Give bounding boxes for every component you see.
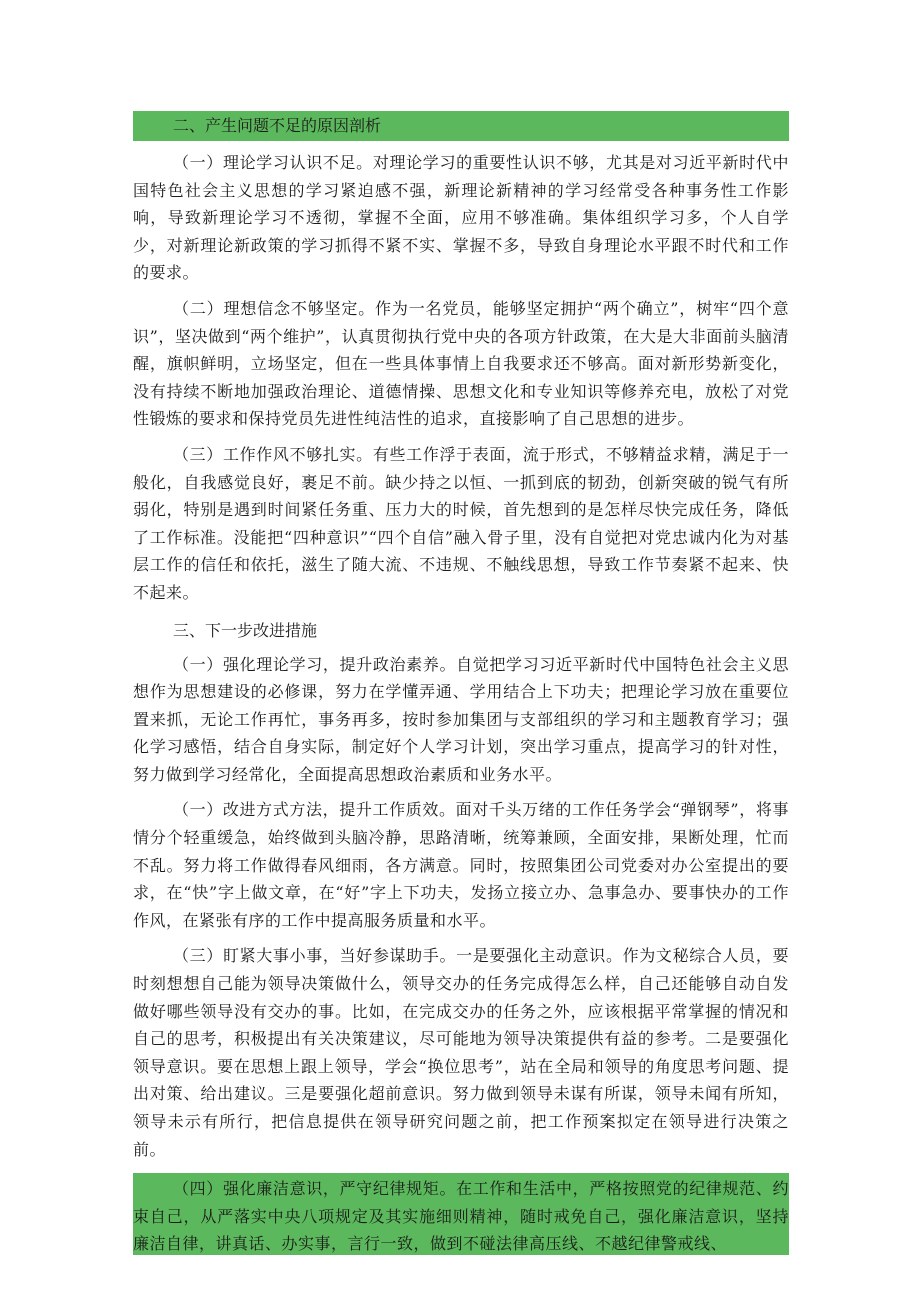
paragraph-improve-methods: （一）改进方式方法，提升工作质效。面对千头万绪的工作任务学会“弹钢琴”，将事情分个轻重缓急，始终做到头脑冷静，思路清晰，统筹兼顾，全面安排，果断处理，忙而不乱。努力将工作做得春风细雨，各方满意。同时，按照集团公司党委对办公室提出的要求，在“快”字上做文章，在“好”字上下功夫，发扬立接立办、急事急办、要事快办的工作作风，在紧张有序的工作中提高服务质量和水平。	[133, 800, 789, 930]
paragraph-ideals-beliefs: （二）理想信念不够坚定。作为一名党员，能够坚定拥护“两个确立”，树牢“四个意识”，坚决做到“两个维护”，认真贯彻执行党中央的各项方针政策，在大是大非面前头脑清醒，旗帜鲜明，立场坚定，但在一些具体事情上自我要求还不够高。面对新形势新变化，没有持续不断地加强政治理论、道德情操、思想文化和专业知识等修养充电，放松了对党性锻炼的要求和保持党员先进性纯洁性的追求，直接影响了自己思想的进步。	[133, 298, 789, 429]
paragraph-strengthen-theory: （一）强化理论学习，提升政治素养。自觉把学习习近平新时代中国特色社会主义思想作为思想建设的必修课，努力在学懂弄通、学用结合上下功夫；把理论学习放在重要位置来抓，无论工作再忙，事务再多，按时参加集团与支部组织的学习和主题教育学习；强化学习感悟，结合自身实际，制定好个人学习计划，突出学习重点，提高学习的针对性，努力做到学习经常化，全面提高思想政治素质和业务水平。	[133, 654, 789, 784]
section-heading-measures: 三、下一步改进措施	[173, 620, 318, 640]
paragraph-work-style: （三）工作作风不够扎实。有些工作浮于表面，流于形式，不够精益求精，满足于一般化，自我感觉良好，裹足不前。缺少持之以恒、一抓到底的韧劲，创新突破的锐气有所弱化，特别是遇到时间紧任务重、压力大的时候，首先想到的是怎样尽快完成任务，降低了工作标准。没能把“四种意识”“四个自信”融入骨子里，没有自觉把对党忠诚内化为对基层工作的信任和依托，滋生了随大流、不违规、不触线思想，导致工作节奏紧不起来、快不起来。	[133, 444, 789, 602]
document-body	[133, 111, 789, 1255]
paragraph-theory-study: （一）理论学习认识不足。对理论学习的重要性认识不够，尤其是对习近平新时代中国特色社会主义思想的学习紧迫感不强，新理论新精神的学习经常受各种事务性工作影响，导致新理论学习不透彻，掌握不全面，应用不够准确。集体组织学习多，个人自学少，对新理论新政策的学习抓得不紧不实、掌握不多，导致自身理论水平跟不时代和工作的要求。	[133, 153, 789, 283]
paragraph-integrity: （四）强化廉洁意识，严守纪律规矩。在工作和生活中，严格按照党的纪律规范、约束自己，从严落实中央八项规定及其实施细则精神，随时戒免自己，强化廉洁意识，坚持廉洁自律，讲真话、办实事，言行一致，做到不碰法律高压线、不越纪律警戒线、	[133, 1173, 789, 1255]
paragraph-staff-assistant: （三）盯紧大事小事，当好参谋助手。一是要强化主动意识。作为文秘综合人员，要时刻想想自己能为领导决策做什么，领导交办的任务完成得怎么样，自己还能够自动自发做好哪些领导没有交办的事。比如，在完成交办的任务之外，应该根据平常掌握的情况和自己的思考，积极提出有关决策建议，尽可能地为领导决策提供有益的参考。二是要强化领导意识。要在思想上跟上领导，学会“换位思考”，站在全局和领导的角度思考问题、提出对策、给出建议。三是要强化超前意识。努力做到领导未谋有所谋，领导未闻有所知，领导未示有所行，把信息提供在领导研究问题之前，把工作预案拟定在领导进行决策之前。	[133, 946, 789, 1159]
section-heading-causes: 二、产生问题不足的原因剖析	[133, 111, 789, 141]
